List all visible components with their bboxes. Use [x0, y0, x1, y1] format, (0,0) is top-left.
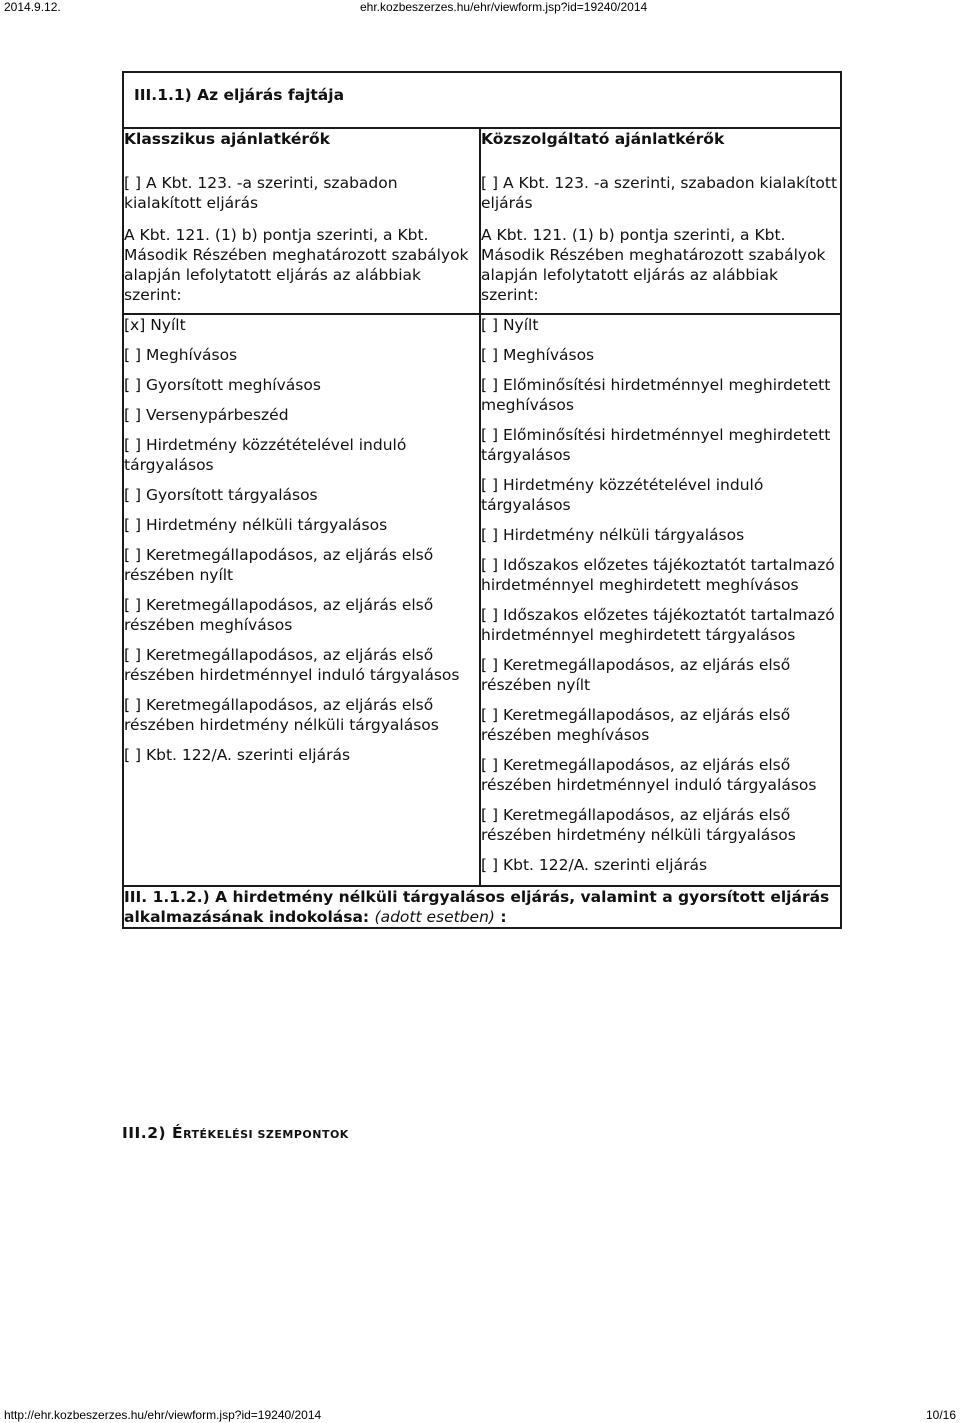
utility-option: [ ] Meghívásos — [481, 346, 595, 364]
classic-option: [x] Nyílt — [124, 316, 186, 334]
classic-free-procedure: [ ] A Kbt. 123. -a szerinti, szabadon kialakított eljárás — [124, 174, 398, 212]
utility-heading: Közszolgáltató ajánlatkérők — [481, 130, 725, 148]
classic-contracting-cell — [123, 128, 480, 314]
justification-hint: (adott esetben) — [374, 908, 495, 926]
utility-option: [ ] Előminősítési hirdetménnyel meghirdetett meghívásos — [481, 376, 831, 414]
utility-free-procedure: [ ] A Kbt. 123. -a szerinti, szabadon kialakított eljárás — [481, 174, 838, 212]
section-title: III.1.1) Az eljárás fajtája — [123, 72, 841, 128]
utility-contracting-cell — [480, 128, 841, 314]
classic-second-part-intro: A Kbt. 121. (1) b) pontja szerinti, a Kbt. Második Részében meghatározott szabályok alapján lefolytatott eljárás az alábbiak szerint: — [124, 226, 469, 304]
classic-option: [ ] Gyorsított meghívásos — [124, 376, 321, 394]
classic-option: [ ] Keretmegállapodásos, az eljárás első részében hirdetménnyel induló tárgyalásos — [124, 646, 460, 684]
classic-option: [ ] Gyorsított tárgyalásos — [124, 486, 318, 504]
utility-option: [ ] Kbt. 122/A. szerinti eljárás — [481, 856, 708, 874]
next-section-title-rest: RTÉKELÉSI SZEMPONTOK — [183, 1128, 349, 1141]
classic-option: [ ] Keretmegállapodásos, az eljárás első részében hirdetmény nélküli tárgyalásos — [124, 696, 439, 734]
utility-option: [ ] Időszakos előzetes tájékoztatót tartalmazó hirdetménnyel meghirdetett meghívásos — [481, 556, 835, 594]
utility-option: [ ] Hirdetmény közzétételével induló tárgyalásos — [481, 476, 764, 514]
procedure-type-table — [122, 71, 842, 929]
next-section-title-first: É — [171, 1124, 184, 1142]
footer-url: http://ehr.kozbeszerzes.hu/ehr/viewform.jsp?id=19240/2014 — [4, 1408, 322, 1422]
justification-label: III. 1.1.2.) A hirdetmény nélküli tárgyalásos eljárás, valamint a gyorsított eljárás alkalmazásának indokolása: — [124, 888, 830, 926]
utility-options-cell — [480, 314, 841, 886]
classic-option: [ ] Meghívásos — [124, 346, 238, 364]
utility-option: [ ] Előminősítési hirdetménnyel meghirdetett tárgyalásos — [481, 426, 831, 464]
next-section-heading — [122, 1124, 349, 1142]
utility-option: [ ] Nyílt — [481, 316, 539, 334]
classic-options-cell — [123, 314, 480, 886]
next-section-prefix: III.2) — [122, 1124, 167, 1142]
utility-option: [ ] Keretmegállapodásos, az eljárás első részében meghívásos — [481, 706, 791, 744]
classic-heading: Klasszikus ajánlatkérők — [124, 130, 330, 148]
classic-option: [ ] Hirdetmény nélküli tárgyalásos — [124, 516, 388, 534]
classic-option: [ ] Kbt. 122/A. szerinti eljárás — [124, 746, 351, 764]
utility-option: [ ] Hirdetmény nélküli tárgyalásos — [481, 526, 745, 544]
utility-option: [ ] Keretmegállapodásos, az eljárás első részében nyílt — [481, 656, 791, 694]
utility-second-part-intro: A Kbt. 121. (1) b) pontja szerinti, a Kbt. Második Részében meghatározott szabályok alapján lefolytatott eljárás az alábbiak szerint: — [481, 226, 826, 304]
print-date: 2014.9.12. — [4, 0, 61, 14]
classic-option: [ ] Hirdetmény közzétételével induló tárgyalásos — [124, 436, 407, 474]
utility-option: [ ] Keretmegállapodásos, az eljárás első részében hirdetménnyel induló tárgyalásos — [481, 756, 817, 794]
page-number: 10/16 — [925, 1408, 956, 1422]
utility-option: [ ] Időszakos előzetes tájékoztatót tartalmazó hirdetménnyel meghirdetett tárgyalásos — [481, 606, 835, 644]
justification-colon: : — [500, 908, 507, 926]
justification-cell — [123, 886, 841, 928]
classic-option: [ ] Keretmegállapodásos, az eljárás első részében nyílt — [124, 546, 434, 584]
classic-option: [ ] Keretmegállapodásos, az eljárás első részében meghívásos — [124, 596, 434, 634]
header-url: ehr.kozbeszerzes.hu/ehr/viewform.jsp?id=19240/2014 — [360, 0, 648, 14]
utility-option: [ ] Keretmegállapodásos, az eljárás első részében hirdetmény nélküli tárgyalásos — [481, 806, 796, 844]
classic-option: [ ] Versenypárbeszéd — [124, 406, 289, 424]
